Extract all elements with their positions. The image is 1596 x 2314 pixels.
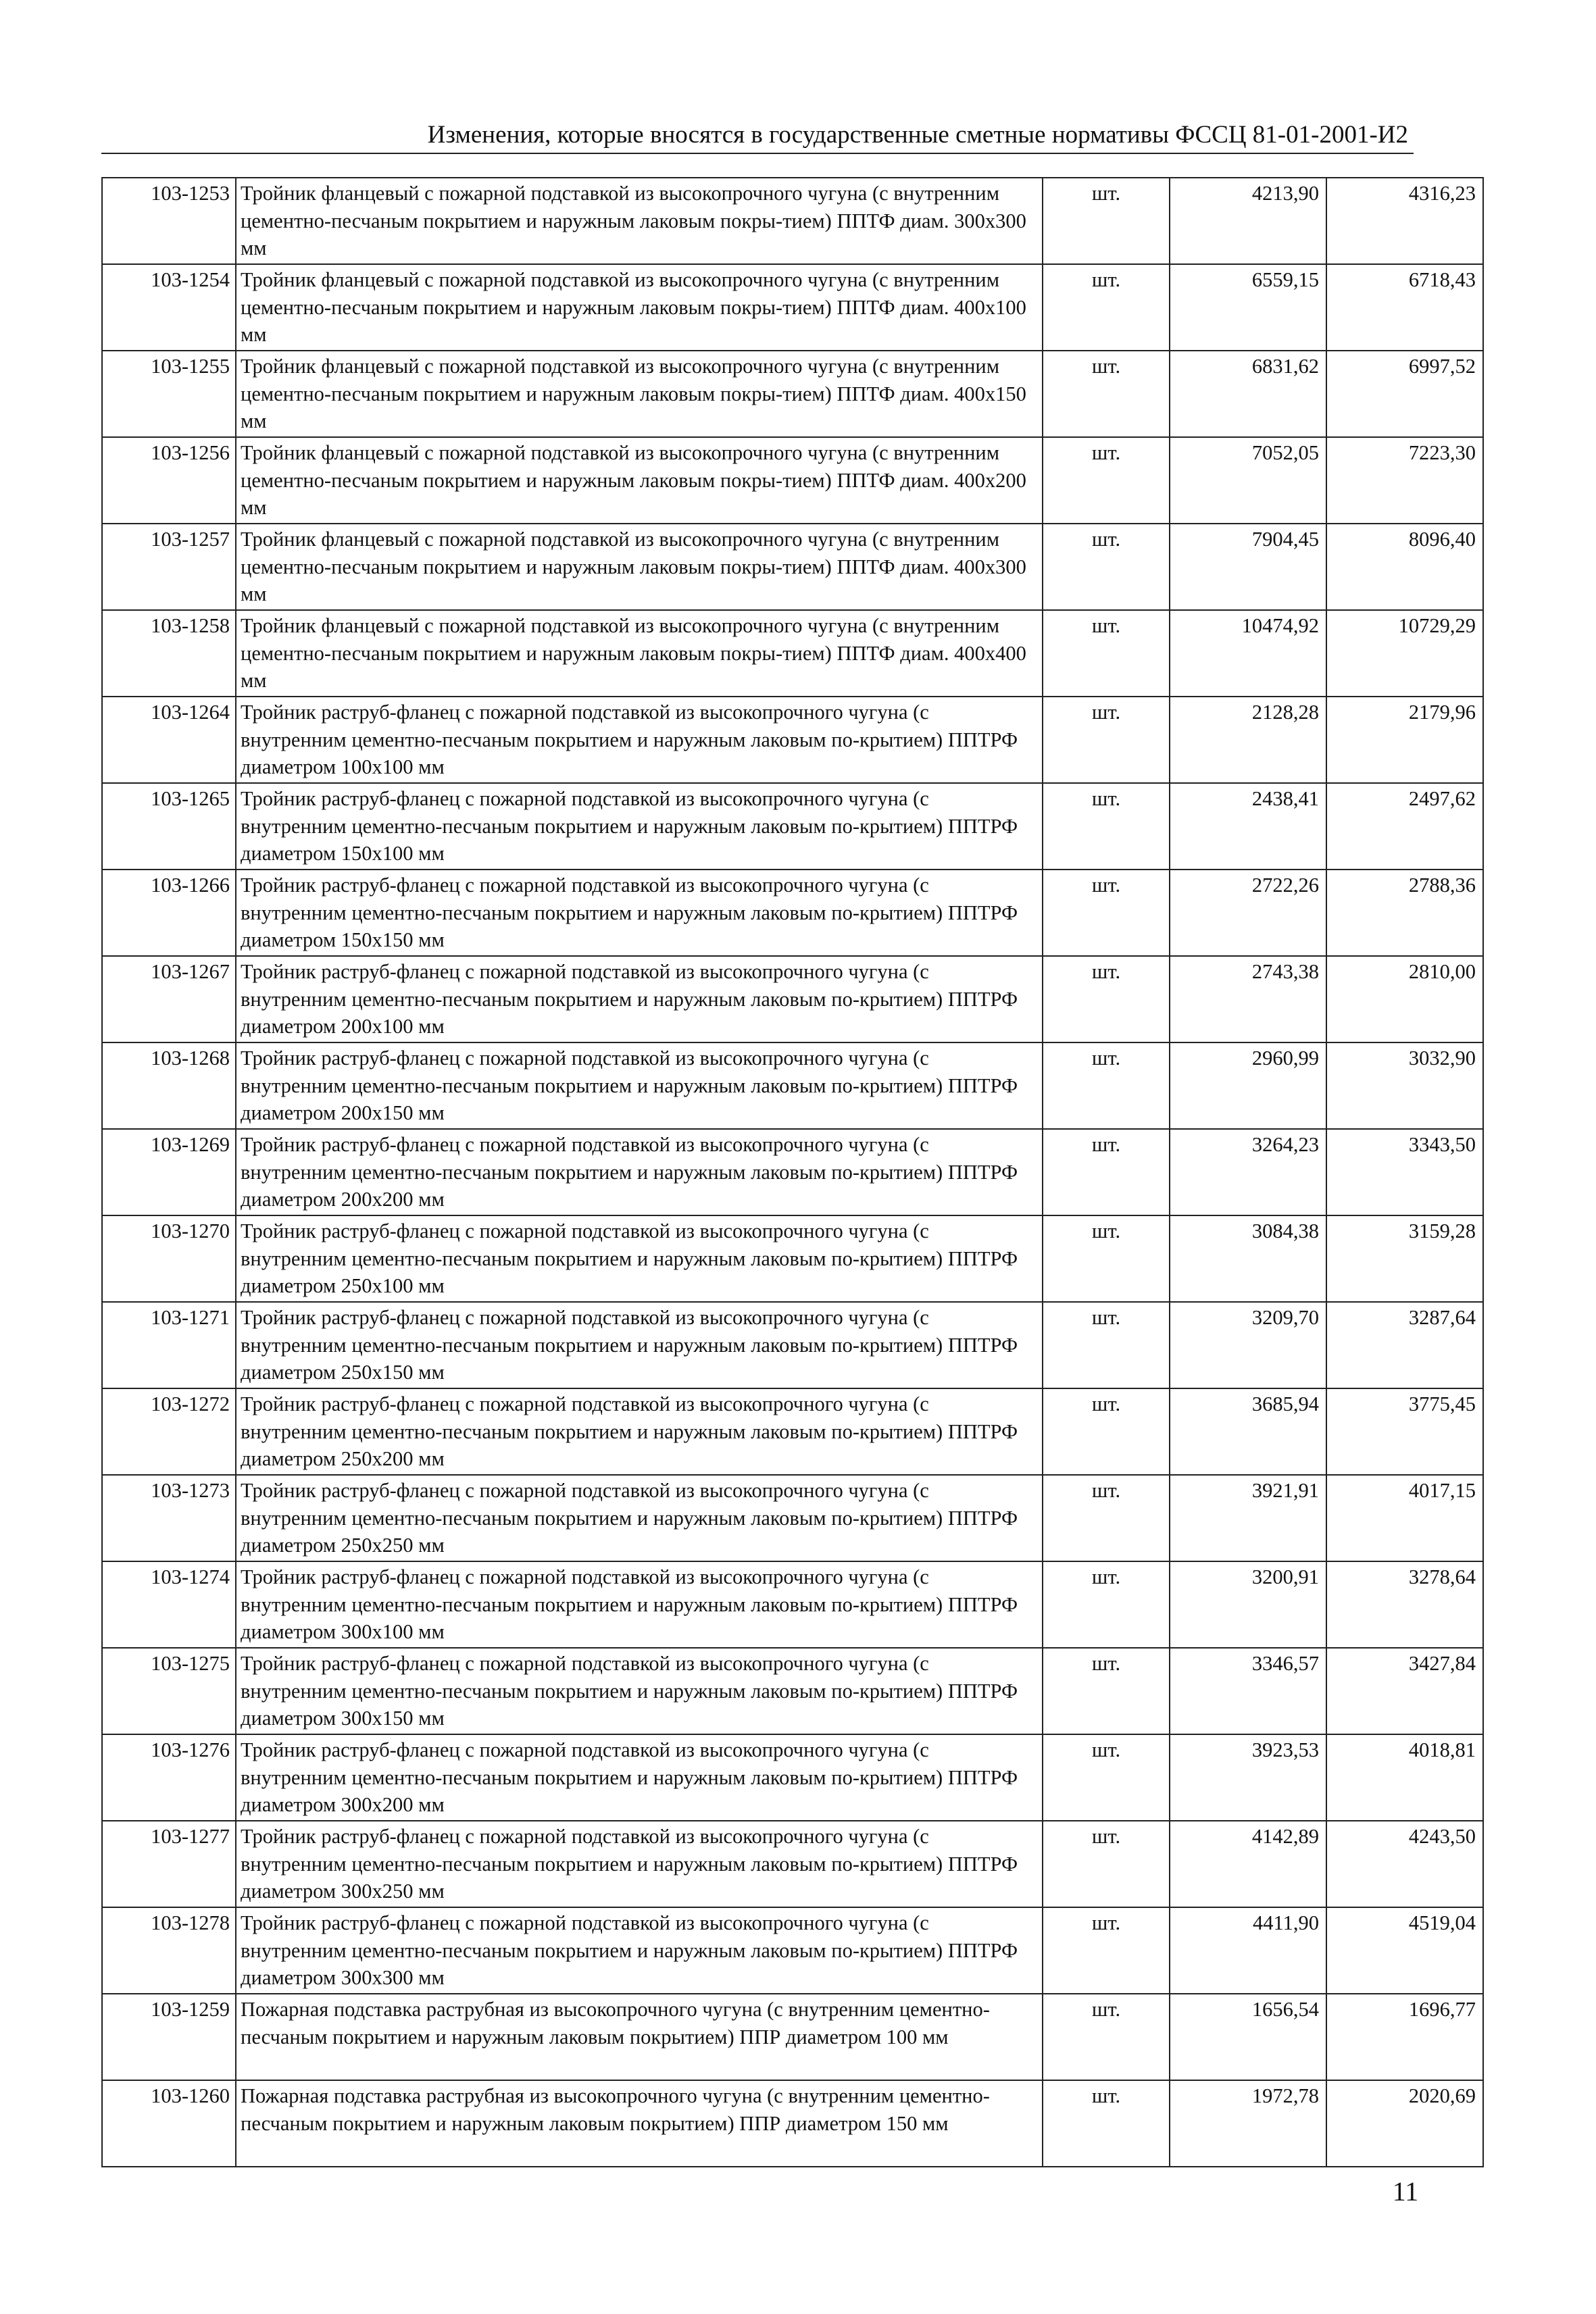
item-unit: шт.: [1043, 1821, 1170, 1907]
item-unit: шт.: [1043, 524, 1170, 610]
item-price-1: 4213,90: [1170, 178, 1326, 264]
item-code: 103-1267: [102, 956, 236, 1042]
item-price-1: 7052,05: [1170, 437, 1326, 524]
item-price-1: 2438,41: [1170, 783, 1326, 870]
item-code: 103-1271: [102, 1302, 236, 1388]
item-name: Тройник фланцевый с пожарной подставкой из высокопрочного чугуна (с внутренним цементно-песчаным покрытием и наружным лаковым покры-тием) ППТФ диам. 400х300 мм: [236, 524, 1043, 610]
item-price-1: 3209,70: [1170, 1302, 1326, 1388]
item-code: 103-1269: [102, 1129, 236, 1215]
item-price-2: 2788,36: [1326, 870, 1483, 956]
item-code: 103-1265: [102, 783, 236, 870]
table-row: [102, 264, 1483, 351]
price-table-body: [102, 178, 1483, 2167]
item-price-2: 7223,30: [1326, 437, 1483, 524]
table-row: [102, 1042, 1483, 1129]
item-price-2: 3032,90: [1326, 1042, 1483, 1129]
item-price-2: 3427,84: [1326, 1648, 1483, 1734]
item-name: Тройник раструб-фланец с пожарной подставкой из высокопрочного чугуна (с внутренним цементно-песчаным покрытием и наружным лаковым по-крытием) ППТРФ диаметром 300х200 мм: [236, 1734, 1043, 1821]
item-code: 103-1273: [102, 1475, 236, 1561]
price-table: [101, 177, 1484, 2167]
item-unit: шт.: [1043, 697, 1170, 783]
item-unit: шт.: [1043, 2080, 1170, 2167]
item-price-2: 4018,81: [1326, 1734, 1483, 1821]
item-code: 103-1260: [102, 2080, 236, 2167]
item-price-2: 1696,77: [1326, 1994, 1483, 2080]
item-unit: шт.: [1043, 1561, 1170, 1648]
item-name: Тройник фланцевый с пожарной подставкой из высокопрочного чугуна (с внутренним цементно-песчаным покрытием и наружным лаковым покры-тием) ППТФ диам. 400х400 мм: [236, 610, 1043, 697]
item-price-2: 3287,64: [1326, 1302, 1483, 1388]
item-price-2: 3343,50: [1326, 1129, 1483, 1215]
table-row: [102, 1561, 1483, 1648]
item-code: 103-1266: [102, 870, 236, 956]
item-price-1: 3264,23: [1170, 1129, 1326, 1215]
table-row: [102, 1821, 1483, 1907]
item-name: Тройник фланцевый с пожарной подставкой из высокопрочного чугуна (с внутренним цементно-песчаным покрытием и наружным лаковым покры-тием) ППТФ диам. 400х100 мм: [236, 264, 1043, 351]
item-price-1: 6831,62: [1170, 351, 1326, 437]
item-name: Тройник раструб-фланец с пожарной подставкой из высокопрочного чугуна (с внутренним цементно-песчаным покрытием и наружным лаковым по-крытием) ППТРФ диаметром 150х100 мм: [236, 783, 1043, 870]
item-code: 103-1270: [102, 1215, 236, 1302]
item-code: 103-1264: [102, 697, 236, 783]
item-unit: шт.: [1043, 870, 1170, 956]
table-row: [102, 956, 1483, 1042]
item-price-1: 3346,57: [1170, 1648, 1326, 1734]
table-row: [102, 1388, 1483, 1475]
item-unit: шт.: [1043, 1994, 1170, 2080]
item-unit: шт.: [1043, 956, 1170, 1042]
item-price-1: 2128,28: [1170, 697, 1326, 783]
item-unit: шт.: [1043, 1129, 1170, 1215]
item-price-2: 4519,04: [1326, 1907, 1483, 1994]
item-price-1: 1656,54: [1170, 1994, 1326, 2080]
item-name: Тройник раструб-фланец с пожарной подставкой из высокопрочного чугуна (с внутренним цементно-песчаным покрытием и наружным лаковым по-крытием) ППТРФ диаметром 250х250 мм: [236, 1475, 1043, 1561]
table-row: [102, 1994, 1483, 2080]
item-name: Тройник раструб-фланец с пожарной подставкой из высокопрочного чугуна (с внутренним цементно-песчаным покрытием и наружным лаковым по-крытием) ППТРФ диаметром 250х200 мм: [236, 1388, 1043, 1475]
table-row: [102, 178, 1483, 264]
table-row: [102, 1734, 1483, 1821]
item-unit: шт.: [1043, 1302, 1170, 1388]
item-unit: шт.: [1043, 351, 1170, 437]
item-name: Тройник фланцевый с пожарной подставкой из высокопрочного чугуна (с внутренним цементно-песчаным покрытием и наружным лаковым покры-тием) ППТФ диам. 400х200 мм: [236, 437, 1043, 524]
table-row: [102, 1475, 1483, 1561]
item-price-2: 8096,40: [1326, 524, 1483, 610]
item-code: 103-1256: [102, 437, 236, 524]
item-price-2: 2020,69: [1326, 2080, 1483, 2167]
item-code: 103-1274: [102, 1561, 236, 1648]
item-code: 103-1276: [102, 1734, 236, 1821]
item-name: Пожарная подставка раструбная из высокопрочного чугуна (с внутренним цементно-песчаным покрытием и наружным лаковым покрытием) ППР диаметром 100 мм: [236, 1994, 1043, 2080]
item-price-2: 10729,29: [1326, 610, 1483, 697]
item-code: 103-1278: [102, 1907, 236, 1994]
item-name: Тройник раструб-фланец с пожарной подставкой из высокопрочного чугуна (с внутренним цементно-песчаным покрытием и наружным лаковым по-крытием) ППТРФ диаметром 100х100 мм: [236, 697, 1043, 783]
item-price-2: 2810,00: [1326, 956, 1483, 1042]
item-price-2: 6997,52: [1326, 351, 1483, 437]
item-name: Тройник раструб-фланец с пожарной подставкой из высокопрочного чугуна (с внутренним цементно-песчаным покрытием и наружным лаковым по-крытием) ППТРФ диаметром 200х150 мм: [236, 1042, 1043, 1129]
item-unit: шт.: [1043, 437, 1170, 524]
item-price-1: 1972,78: [1170, 2080, 1326, 2167]
item-price-2: 3278,64: [1326, 1561, 1483, 1648]
item-unit: шт.: [1043, 1215, 1170, 1302]
item-price-2: 3775,45: [1326, 1388, 1483, 1475]
item-code: 103-1272: [102, 1388, 236, 1475]
item-unit: шт.: [1043, 1042, 1170, 1129]
item-code: 103-1255: [102, 351, 236, 437]
table-row: [102, 1302, 1483, 1388]
item-price-1: 2722,26: [1170, 870, 1326, 956]
table-row: [102, 870, 1483, 956]
item-price-2: 6718,43: [1326, 264, 1483, 351]
table-row: [102, 524, 1483, 610]
table-row: [102, 1129, 1483, 1215]
item-code: 103-1257: [102, 524, 236, 610]
item-price-1: 2743,38: [1170, 956, 1326, 1042]
item-name: Пожарная подставка раструбная из высокопрочного чугуна (с внутренним цементно-песчаным покрытием и наружным лаковым покрытием) ППР диаметром 150 мм: [236, 2080, 1043, 2167]
item-unit: шт.: [1043, 1734, 1170, 1821]
item-code: 103-1258: [102, 610, 236, 697]
item-code: 103-1268: [102, 1042, 236, 1129]
item-name: Тройник раструб-фланец с пожарной подставкой из высокопрочного чугуна (с внутренним цементно-песчаным покрытием и наружным лаковым по-крытием) ППТРФ диаметром 150х150 мм: [236, 870, 1043, 956]
item-price-1: 3685,94: [1170, 1388, 1326, 1475]
table-row: [102, 1907, 1483, 1994]
item-price-2: 2497,62: [1326, 783, 1483, 870]
table-row: [102, 1648, 1483, 1734]
item-unit: шт.: [1043, 1475, 1170, 1561]
item-name: Тройник раструб-фланец с пожарной подставкой из высокопрочного чугуна (с внутренним цементно-песчаным покрытием и наружным лаковым по-крытием) ППТРФ диаметром 250х100 мм: [236, 1215, 1043, 1302]
item-price-1: 4411,90: [1170, 1907, 1326, 1994]
item-name: Тройник раструб-фланец с пожарной подставкой из высокопрочного чугуна (с внутренним цементно-песчаным покрытием и наружным лаковым по-крытием) ППТРФ диаметром 300х250 мм: [236, 1821, 1043, 1907]
table-row: [102, 1215, 1483, 1302]
table-row: [102, 2080, 1483, 2167]
item-name: Тройник фланцевый с пожарной подставкой из высокопрочного чугуна (с внутренним цементно-песчаным покрытием и наружным лаковым покры-тием) ППТФ диам. 300х300 мм: [236, 178, 1043, 264]
item-code: 103-1259: [102, 1994, 236, 2080]
item-unit: шт.: [1043, 783, 1170, 870]
item-name: Тройник раструб-фланец с пожарной подставкой из высокопрочного чугуна (с внутренним цементно-песчаным покрытием и наружным лаковым по-крытием) ППТРФ диаметром 300х150 мм: [236, 1648, 1043, 1734]
item-price-2: 4243,50: [1326, 1821, 1483, 1907]
page-number: 11: [1392, 2176, 1419, 2207]
table-row: [102, 437, 1483, 524]
item-price-1: 10474,92: [1170, 610, 1326, 697]
item-code: 103-1277: [102, 1821, 236, 1907]
table-row: [102, 697, 1483, 783]
table-row: [102, 351, 1483, 437]
item-price-1: 7904,45: [1170, 524, 1326, 610]
item-name: Тройник фланцевый с пожарной подставкой из высокопрочного чугуна (с внутренним цементно-песчаным покрытием и наружным лаковым покры-тием) ППТФ диам. 400х150 мм: [236, 351, 1043, 437]
item-name: Тройник раструб-фланец с пожарной подставкой из высокопрочного чугуна (с внутренним цементно-песчаным покрытием и наружным лаковым по-крытием) ППТРФ диаметром 200х100 мм: [236, 956, 1043, 1042]
item-price-1: 3200,91: [1170, 1561, 1326, 1648]
item-price-2: 3159,28: [1326, 1215, 1483, 1302]
table-row: [102, 783, 1483, 870]
item-price-1: 3084,38: [1170, 1215, 1326, 1302]
item-name: Тройник раструб-фланец с пожарной подставкой из высокопрочного чугуна (с внутренним цементно-песчаным покрытием и наружным лаковым по-крытием) ППТРФ диаметром 250х150 мм: [236, 1302, 1043, 1388]
header-title: Изменения, которые вносятся в государственные сметные нормативы ФССЦ 81-01-2001-И2: [427, 121, 1408, 149]
page-header: [101, 120, 1414, 154]
item-price-1: 3923,53: [1170, 1734, 1326, 1821]
item-code: 103-1254: [102, 264, 236, 351]
item-name: Тройник раструб-фланец с пожарной подставкой из высокопрочного чугуна (с внутренним цементно-песчаным покрытием и наружным лаковым по-крытием) ППТРФ диаметром 200х200 мм: [236, 1129, 1043, 1215]
table-row: [102, 610, 1483, 697]
item-unit: шт.: [1043, 610, 1170, 697]
item-price-2: 4316,23: [1326, 178, 1483, 264]
item-price-1: 6559,15: [1170, 264, 1326, 351]
item-unit: шт.: [1043, 1648, 1170, 1734]
item-price-1: 2960,99: [1170, 1042, 1326, 1129]
item-price-2: 2179,96: [1326, 697, 1483, 783]
item-price-1: 4142,89: [1170, 1821, 1326, 1907]
item-unit: шт.: [1043, 1907, 1170, 1994]
item-unit: шт.: [1043, 1388, 1170, 1475]
item-unit: шт.: [1043, 264, 1170, 351]
item-unit: шт.: [1043, 178, 1170, 264]
item-name: Тройник раструб-фланец с пожарной подставкой из высокопрочного чугуна (с внутренним цементно-песчаным покрытием и наружным лаковым по-крытием) ППТРФ диаметром 300х100 мм: [236, 1561, 1043, 1648]
item-code: 103-1275: [102, 1648, 236, 1734]
item-price-2: 4017,15: [1326, 1475, 1483, 1561]
item-name: Тройник раструб-фланец с пожарной подставкой из высокопрочного чугуна (с внутренним цементно-песчаным покрытием и наружным лаковым по-крытием) ППТРФ диаметром 300х300 мм: [236, 1907, 1043, 1994]
item-code: 103-1253: [102, 178, 236, 264]
item-price-1: 3921,91: [1170, 1475, 1326, 1561]
